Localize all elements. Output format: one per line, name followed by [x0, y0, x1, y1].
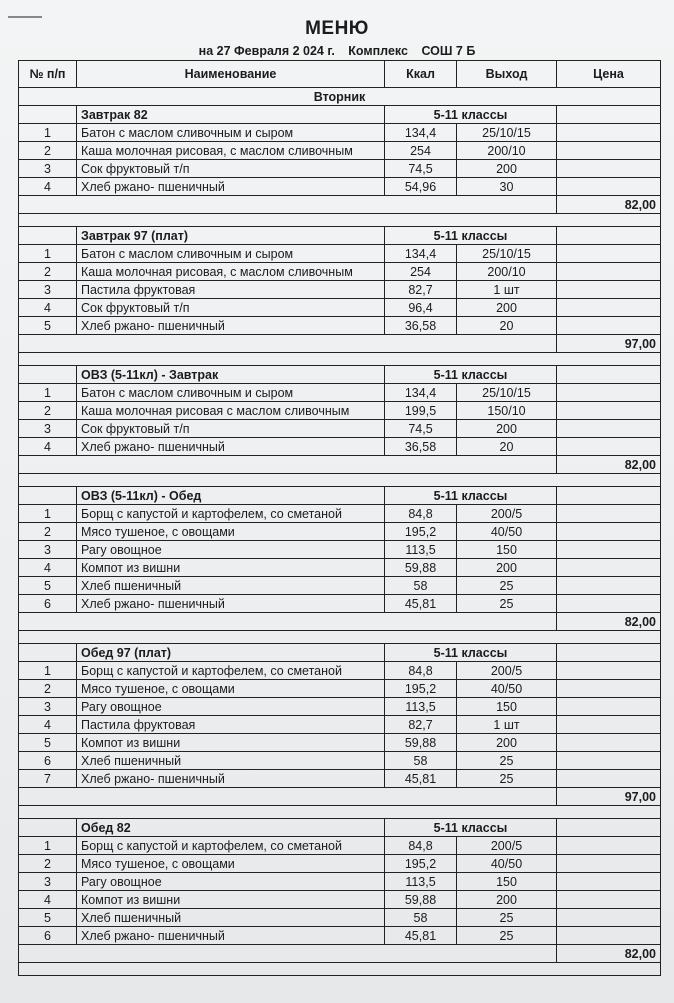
item-number: 1: [19, 837, 77, 855]
section-num-empty: [19, 487, 77, 505]
item-number: 2: [19, 855, 77, 873]
item-number: 4: [19, 716, 77, 734]
item-kcal: 74,5: [385, 420, 457, 438]
section-title: Завтрак 97 (плат): [77, 227, 385, 245]
spacer-cell: [19, 963, 661, 976]
menu-table: [18, 60, 661, 976]
table-row: [19, 662, 661, 680]
section-classes: 5-11 классы: [385, 227, 557, 245]
section-header-row: [19, 819, 661, 837]
item-price-empty: [557, 142, 661, 160]
item-price-empty: [557, 402, 661, 420]
item-name: Рагу овощное: [77, 698, 385, 716]
table-row: [19, 770, 661, 788]
item-kcal: 134,4: [385, 124, 457, 142]
item-kcal: 134,4: [385, 245, 457, 263]
section-header-row: [19, 644, 661, 662]
spacer-cell: [19, 806, 661, 819]
spacer-cell: [19, 631, 661, 644]
menu-body: [19, 88, 661, 976]
total-empty: [19, 945, 557, 963]
table-row: [19, 402, 661, 420]
table-row: [19, 927, 661, 945]
table-row: [19, 577, 661, 595]
item-output: 200: [457, 420, 557, 438]
menu-date: на 27 Февраля 2 024 г.: [198, 44, 335, 58]
item-name: Хлеб пшеничный: [77, 752, 385, 770]
item-kcal: 82,7: [385, 716, 457, 734]
table-row: [19, 909, 661, 927]
spacer-row: [19, 806, 661, 819]
item-name: Борщ с капустой и картофелем, со сметаной: [77, 837, 385, 855]
item-output: 200: [457, 734, 557, 752]
total-empty: [19, 196, 557, 214]
page-subtitle: [0, 44, 674, 58]
spacer-row: [19, 353, 661, 366]
item-output: 1 шт: [457, 281, 557, 299]
item-name: Рагу овощное: [77, 873, 385, 891]
item-name: Батон с маслом сливочным и сыром: [77, 124, 385, 142]
item-name: Мясо тушеное, с овощами: [77, 680, 385, 698]
item-output: 200/5: [457, 662, 557, 680]
item-price-empty: [557, 734, 661, 752]
school-name: СОШ 7 Б: [421, 44, 476, 58]
item-price-empty: [557, 752, 661, 770]
item-name: Борщ с капустой и картофелем, со сметаной: [77, 505, 385, 523]
item-price-empty: [557, 595, 661, 613]
col-price-header: Цена: [557, 61, 661, 88]
section-title: ОВЗ (5-11кл) - Обед: [77, 487, 385, 505]
complex-label: Комплекс: [348, 44, 408, 58]
item-kcal: 195,2: [385, 523, 457, 541]
item-kcal: 58: [385, 577, 457, 595]
item-price-empty: [557, 263, 661, 281]
item-kcal: 84,8: [385, 662, 457, 680]
item-kcal: 84,8: [385, 505, 457, 523]
table-row: [19, 124, 661, 142]
item-kcal: 113,5: [385, 698, 457, 716]
item-number: 1: [19, 124, 77, 142]
table-row: [19, 523, 661, 541]
item-price-empty: [557, 559, 661, 577]
item-name: Хлеб ржано- пшеничный: [77, 770, 385, 788]
section-total-row: [19, 456, 661, 474]
section-price-empty: [557, 106, 661, 124]
item-number: 6: [19, 595, 77, 613]
item-number: 5: [19, 734, 77, 752]
item-number: 5: [19, 577, 77, 595]
table-row: [19, 245, 661, 263]
item-name: Каша молочная рисовая, с маслом сливочным: [77, 142, 385, 160]
item-output: 25: [457, 752, 557, 770]
item-output: 200: [457, 891, 557, 909]
table-row: [19, 855, 661, 873]
item-output: 25: [457, 577, 557, 595]
section-price-empty: [557, 644, 661, 662]
item-price-empty: [557, 662, 661, 680]
item-price-empty: [557, 438, 661, 456]
table-row: [19, 420, 661, 438]
table-row: [19, 438, 661, 456]
item-number: 5: [19, 909, 77, 927]
table-row: [19, 837, 661, 855]
item-price-empty: [557, 698, 661, 716]
spacer-cell: [19, 353, 661, 366]
item-name: Компот из вишни: [77, 891, 385, 909]
section-title: ОВЗ (5-11кл) - Завтрак: [77, 366, 385, 384]
section-total-row: [19, 788, 661, 806]
table-row: [19, 559, 661, 577]
section-num-empty: [19, 227, 77, 245]
section-price-empty: [557, 227, 661, 245]
item-kcal: 45,81: [385, 927, 457, 945]
day-row: [19, 88, 661, 106]
section-header-row: [19, 487, 661, 505]
item-number: 7: [19, 770, 77, 788]
item-name: Сок фруктовый т/п: [77, 160, 385, 178]
item-kcal: 195,2: [385, 680, 457, 698]
item-name: Каша молочная рисовая, с маслом сливочным: [77, 263, 385, 281]
item-price-empty: [557, 178, 661, 196]
item-number: 5: [19, 317, 77, 335]
item-name: Компот из вишни: [77, 559, 385, 577]
item-number: 2: [19, 523, 77, 541]
spacer-cell: [19, 214, 661, 227]
item-number: 1: [19, 245, 77, 263]
section-classes: 5-11 классы: [385, 487, 557, 505]
item-kcal: 58: [385, 752, 457, 770]
table-row: [19, 680, 661, 698]
item-output: 25: [457, 909, 557, 927]
total-empty: [19, 335, 557, 353]
section-header-row: [19, 366, 661, 384]
table-row: [19, 752, 661, 770]
item-kcal: 45,81: [385, 595, 457, 613]
item-output: 40/50: [457, 680, 557, 698]
item-output: 200/10: [457, 142, 557, 160]
section-num-empty: [19, 644, 77, 662]
spacer-row: [19, 631, 661, 644]
section-total-row: [19, 945, 661, 963]
item-price-empty: [557, 873, 661, 891]
item-number: 1: [19, 384, 77, 402]
item-name: Хлеб ржано- пшеничный: [77, 317, 385, 335]
item-number: 3: [19, 281, 77, 299]
total-empty: [19, 788, 557, 806]
item-price-empty: [557, 770, 661, 788]
item-output: 200/10: [457, 263, 557, 281]
table-row: [19, 263, 661, 281]
section-total-row: [19, 613, 661, 631]
item-kcal: 134,4: [385, 384, 457, 402]
section-title: Завтрак 82: [77, 106, 385, 124]
item-kcal: 113,5: [385, 873, 457, 891]
item-kcal: 45,81: [385, 770, 457, 788]
item-name: Мясо тушеное, с овощами: [77, 523, 385, 541]
header-row: [19, 61, 661, 88]
item-output: 25/10/15: [457, 245, 557, 263]
item-output: 150/10: [457, 402, 557, 420]
item-name: Хлеб ржано- пшеничный: [77, 595, 385, 613]
item-name: Каша молочная рисовая с маслом сливочным: [77, 402, 385, 420]
item-number: 3: [19, 698, 77, 716]
item-output: 25/10/15: [457, 124, 557, 142]
item-price-empty: [557, 245, 661, 263]
item-price-empty: [557, 523, 661, 541]
section-price-empty: [557, 366, 661, 384]
item-kcal: 59,88: [385, 734, 457, 752]
col-name-header: Наименование: [77, 61, 385, 88]
section-num-empty: [19, 366, 77, 384]
section-title: Обед 97 (плат): [77, 644, 385, 662]
section-classes: 5-11 классы: [385, 106, 557, 124]
item-number: 2: [19, 680, 77, 698]
table-row: [19, 299, 661, 317]
table-row: [19, 160, 661, 178]
item-kcal: 84,8: [385, 837, 457, 855]
item-number: 4: [19, 891, 77, 909]
table-row: [19, 541, 661, 559]
item-price-empty: [557, 909, 661, 927]
item-name: Пастила фруктовая: [77, 716, 385, 734]
item-price-empty: [557, 420, 661, 438]
item-kcal: 254: [385, 142, 457, 160]
item-name: Батон с маслом сливочным и сыром: [77, 384, 385, 402]
section-price-empty: [557, 487, 661, 505]
item-name: Хлеб ржано- пшеничный: [77, 927, 385, 945]
day-label: Вторник: [19, 88, 661, 106]
item-output: 200: [457, 160, 557, 178]
item-output: 25/10/15: [457, 384, 557, 402]
section-total-row: [19, 196, 661, 214]
section-total-price: 82,00: [557, 945, 661, 963]
item-number: 2: [19, 142, 77, 160]
item-price-empty: [557, 384, 661, 402]
item-number: 6: [19, 927, 77, 945]
page-title: МЕНЮ: [305, 18, 369, 39]
item-price-empty: [557, 541, 661, 559]
item-name: Сок фруктовый т/п: [77, 420, 385, 438]
item-price-empty: [557, 837, 661, 855]
item-kcal: 199,5: [385, 402, 457, 420]
section-total-price: 82,00: [557, 613, 661, 631]
item-number: 3: [19, 541, 77, 559]
item-name: Сок фруктовый т/п: [77, 299, 385, 317]
spacer-row: [19, 474, 661, 487]
item-kcal: 82,7: [385, 281, 457, 299]
item-number: 6: [19, 752, 77, 770]
item-price-empty: [557, 680, 661, 698]
item-name: Хлеб ржано- пшеничный: [77, 438, 385, 456]
item-number: 3: [19, 873, 77, 891]
spacer-cell: [19, 474, 661, 487]
item-name: Мясо тушеное, с овощами: [77, 855, 385, 873]
total-empty: [19, 456, 557, 474]
item-kcal: 54,96: [385, 178, 457, 196]
section-header-row: [19, 227, 661, 245]
total-empty: [19, 613, 557, 631]
section-classes: 5-11 классы: [385, 819, 557, 837]
item-output: 25: [457, 927, 557, 945]
item-output: 40/50: [457, 523, 557, 541]
table-row: [19, 505, 661, 523]
item-name: Хлеб ржано- пшеничный: [77, 178, 385, 196]
item-price-empty: [557, 281, 661, 299]
item-kcal: 113,5: [385, 541, 457, 559]
section-total-price: 82,00: [557, 456, 661, 474]
item-price-empty: [557, 577, 661, 595]
item-price-empty: [557, 317, 661, 335]
section-classes: 5-11 классы: [385, 644, 557, 662]
section-num-empty: [19, 106, 77, 124]
item-price-empty: [557, 124, 661, 142]
col-output-header: Выход: [457, 61, 557, 88]
item-name: Борщ с капустой и картофелем, со сметаной: [77, 662, 385, 680]
spacer-row: [19, 214, 661, 227]
item-price-empty: [557, 855, 661, 873]
table-row: [19, 384, 661, 402]
section-total-price: 97,00: [557, 788, 661, 806]
item-number: 4: [19, 178, 77, 196]
item-kcal: 195,2: [385, 855, 457, 873]
item-number: 1: [19, 662, 77, 680]
item-kcal: 254: [385, 263, 457, 281]
table-row: [19, 595, 661, 613]
item-output: 200: [457, 559, 557, 577]
item-number: 2: [19, 263, 77, 281]
item-output: 25: [457, 770, 557, 788]
item-price-empty: [557, 891, 661, 909]
table-row: [19, 716, 661, 734]
item-output: 1 шт: [457, 716, 557, 734]
section-classes: 5-11 классы: [385, 366, 557, 384]
item-output: 150: [457, 698, 557, 716]
spacer-row: [19, 963, 661, 976]
item-price-empty: [557, 716, 661, 734]
item-number: 3: [19, 160, 77, 178]
item-number: 4: [19, 438, 77, 456]
section-header-row: [19, 106, 661, 124]
item-output: 150: [457, 541, 557, 559]
item-number: 4: [19, 559, 77, 577]
item-number: 3: [19, 420, 77, 438]
col-kcal-header: Ккал: [385, 61, 457, 88]
item-kcal: 96,4: [385, 299, 457, 317]
col-num-header: № п/п: [19, 61, 77, 88]
item-kcal: 59,88: [385, 891, 457, 909]
table-row: [19, 698, 661, 716]
item-name: Компот из вишни: [77, 734, 385, 752]
table-row: [19, 891, 661, 909]
item-output: 30: [457, 178, 557, 196]
item-name: Пастила фруктовая: [77, 281, 385, 299]
item-kcal: 58: [385, 909, 457, 927]
section-total-price: 97,00: [557, 335, 661, 353]
item-output: 200/5: [457, 837, 557, 855]
item-name: Хлеб пшеничный: [77, 909, 385, 927]
table-row: [19, 178, 661, 196]
table-row: [19, 281, 661, 299]
item-output: 20: [457, 317, 557, 335]
table-row: [19, 142, 661, 160]
section-total-price: 82,00: [557, 196, 661, 214]
item-price-empty: [557, 299, 661, 317]
item-output: 200: [457, 299, 557, 317]
item-name: Батон с маслом сливочным и сыром: [77, 245, 385, 263]
section-total-row: [19, 335, 661, 353]
section-title: Обед 82: [77, 819, 385, 837]
table-row: [19, 317, 661, 335]
table-row: [19, 873, 661, 891]
item-kcal: 36,58: [385, 317, 457, 335]
item-number: 2: [19, 402, 77, 420]
item-output: 25: [457, 595, 557, 613]
table-row: [19, 734, 661, 752]
item-name: Рагу овощное: [77, 541, 385, 559]
section-price-empty: [557, 819, 661, 837]
section-num-empty: [19, 819, 77, 837]
item-kcal: 36,58: [385, 438, 457, 456]
item-output: 150: [457, 873, 557, 891]
item-output: 20: [457, 438, 557, 456]
item-price-empty: [557, 160, 661, 178]
item-kcal: 59,88: [385, 559, 457, 577]
item-price-empty: [557, 927, 661, 945]
item-name: Хлеб пшеничный: [77, 577, 385, 595]
item-output: 200/5: [457, 505, 557, 523]
item-kcal: 74,5: [385, 160, 457, 178]
item-number: 1: [19, 505, 77, 523]
item-price-empty: [557, 505, 661, 523]
item-output: 40/50: [457, 855, 557, 873]
item-number: 4: [19, 299, 77, 317]
